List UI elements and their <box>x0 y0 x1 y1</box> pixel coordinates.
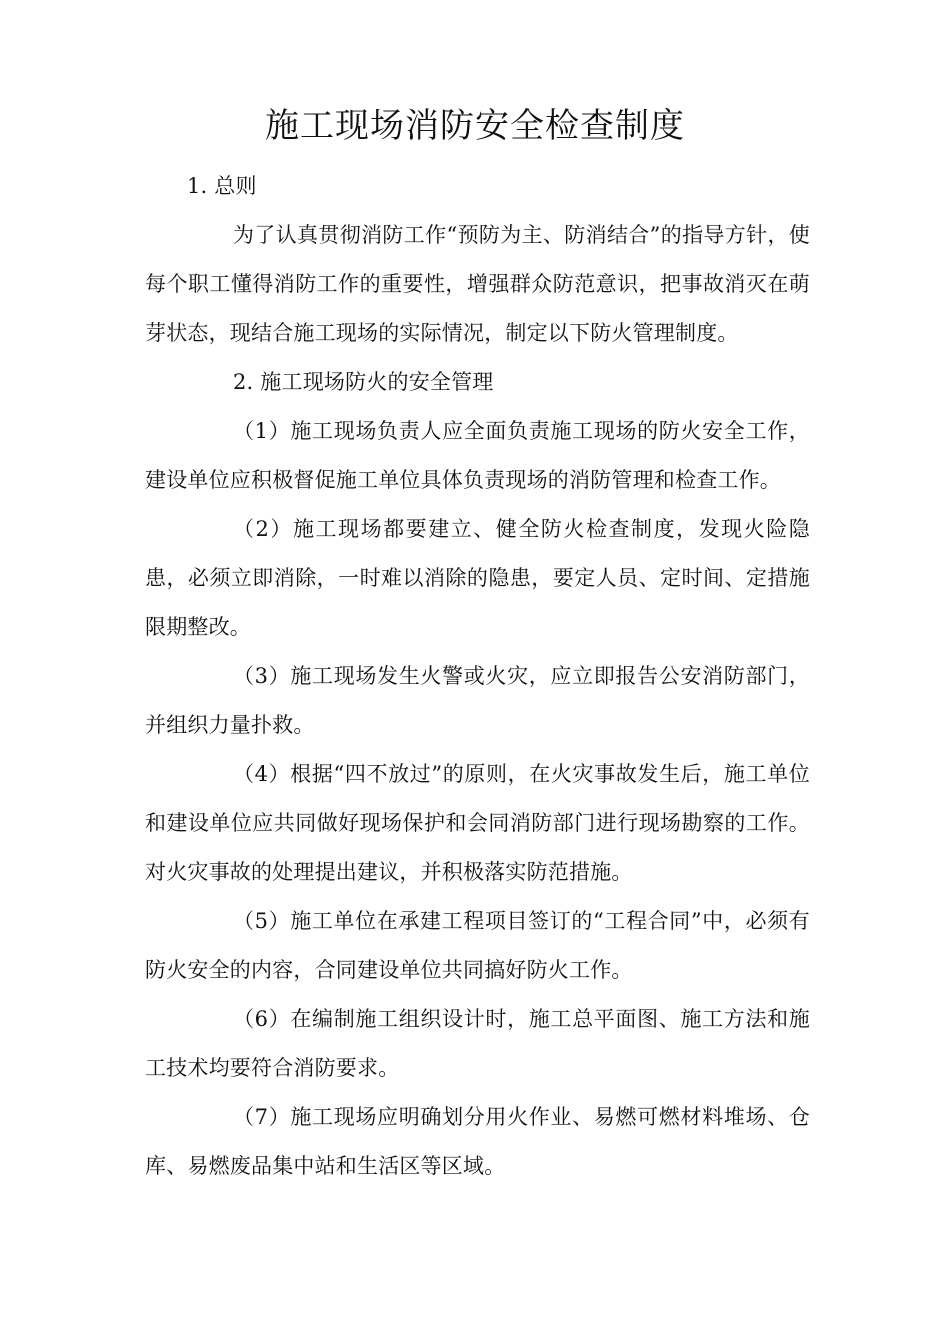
paragraph-general-purpose: 为了认真贯彻消防工作“预防为主、防消结合”的指导方针，使每个职工懂得消防工作的重要性，增强群众防范意识，把事故消灭在萌芽状态，现结合施工现场的实际情况，制定以下防火管理制度。 <box>145 223 810 345</box>
section-heading-general: 1. 总则 <box>187 174 257 198</box>
paragraph-item-6: （6）在编制施工组织设计时，施工总平面图、施工方法和施工技术均要符合消防要求。 <box>145 1007 810 1080</box>
paragraph-item-7: （7）施工现场应明确划分用火作业、易燃可燃材料堆场、仓库、易燃废品集中站和生活区等区域。 <box>145 1105 810 1178</box>
document-title: 施工现场消防安全检查制度 <box>265 106 685 146</box>
section-heading-fire-management: 2. 施工现场防火的安全管理 <box>233 370 494 394</box>
document-body <box>145 162 810 1191</box>
paragraph-item-5: （5）施工单位在承建工程项目签订的“工程合同”中，必须有防火安全的内容，合同建设单位共同搞好防火工作。 <box>145 909 810 982</box>
paragraph-item-2: （2）施工现场都要建立、健全防火检查制度，发现火险隐患，必须立即消除，一时难以消除的隐患，要定人员、定时间、定措施限期整改。 <box>145 517 810 639</box>
paragraph-item-1: （1）施工现场负责人应全面负责施工现场的防火安全工作，建设单位应积极督促施工单位具体负责现场的消防管理和检查工作。 <box>145 419 810 492</box>
paragraph-item-3: （3）施工现场发生火警或火灾，应立即报告公安消防部门，并组织力量扑救。 <box>145 664 810 737</box>
paragraph-item-4: （4）根据“四不放过”的原则，在火灾事故发生后，施工单位和建设单位应共同做好现场保护和会同消防部门进行现场勘察的工作。对火灾事故的处理提出建议，并积极落实防范措施。 <box>145 762 810 884</box>
